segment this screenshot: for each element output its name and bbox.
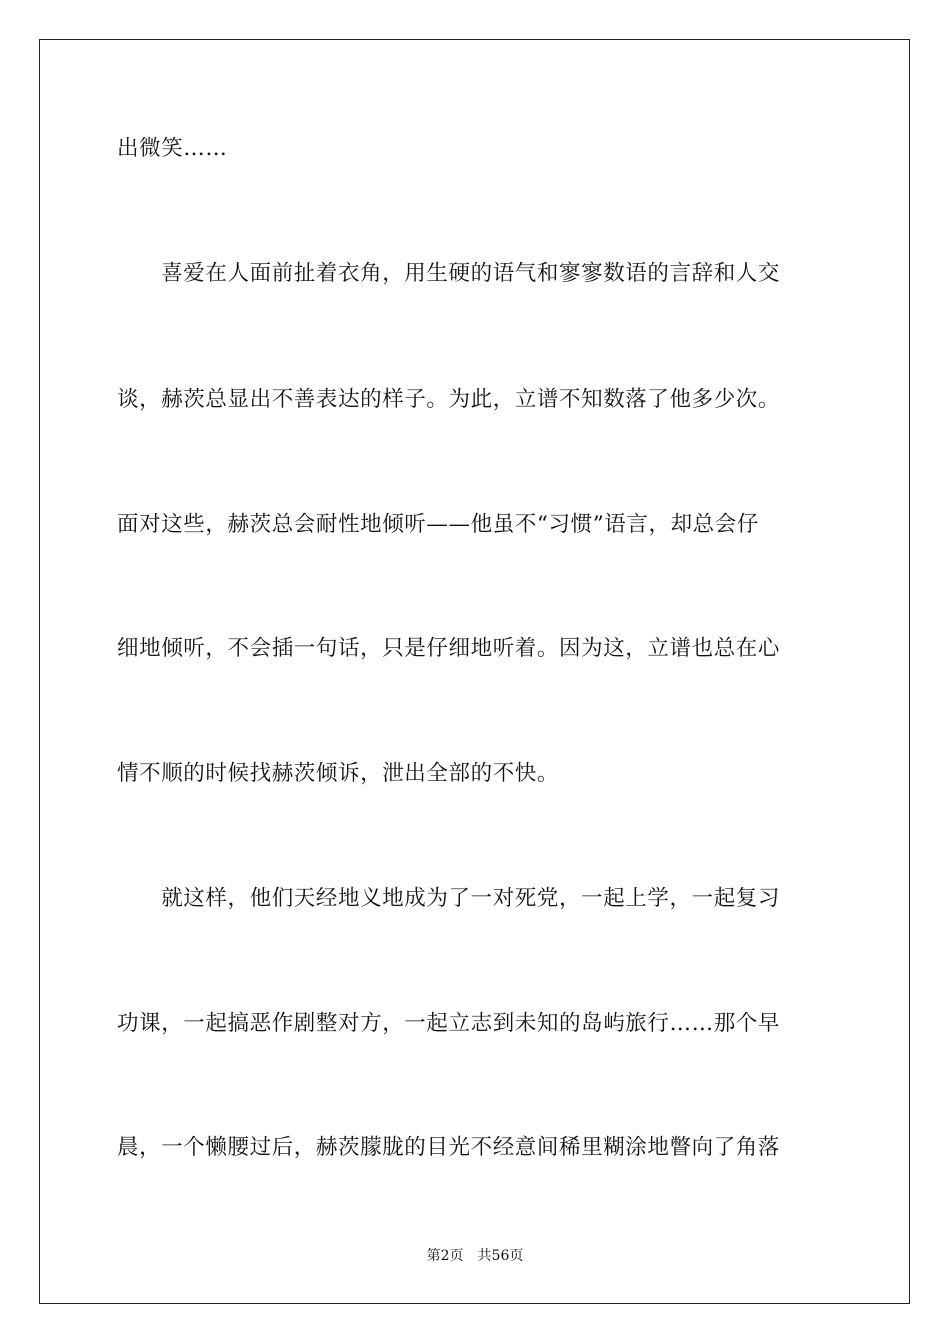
body-text-line: 晨，一个懒腰过后，赫茨朦胧的目光不经意间稀里糊涂地瞥向了角落 <box>117 1135 781 1160</box>
body-text-line: 就这样，他们天经地义地成为了一对死党，一起上学，一起复习 <box>117 886 781 911</box>
page-number-footer: 第2页 共56页 <box>426 1248 524 1264</box>
body-text-line: 面对这些，赫茨总会耐性地倾听——他虽不“习惯”语言，却总会仔 <box>117 512 759 537</box>
body-text-line: 情不顺的时候找赫茨倾诉，泄出全部的不快。 <box>117 761 560 786</box>
body-text-line: 细地倾听，不会插一句话，只是仔细地听着。因为这，立谱也总在心 <box>117 636 781 661</box>
body-text-line: 出微笑…… <box>117 136 228 161</box>
page-border <box>39 39 910 1304</box>
body-text-line: 喜爱在人面前扯着衣角，用生硬的语气和寥寥数语的言辞和人交 <box>117 261 781 286</box>
body-text-line: 谈，赫茨总显出不善表达的样子。为此，立谱不知数落了他多少次。 <box>117 387 781 412</box>
body-text-line: 功课，一起搞恶作剧整对方，一起立志到未知的岛屿旅行……那个早 <box>117 1011 781 1036</box>
